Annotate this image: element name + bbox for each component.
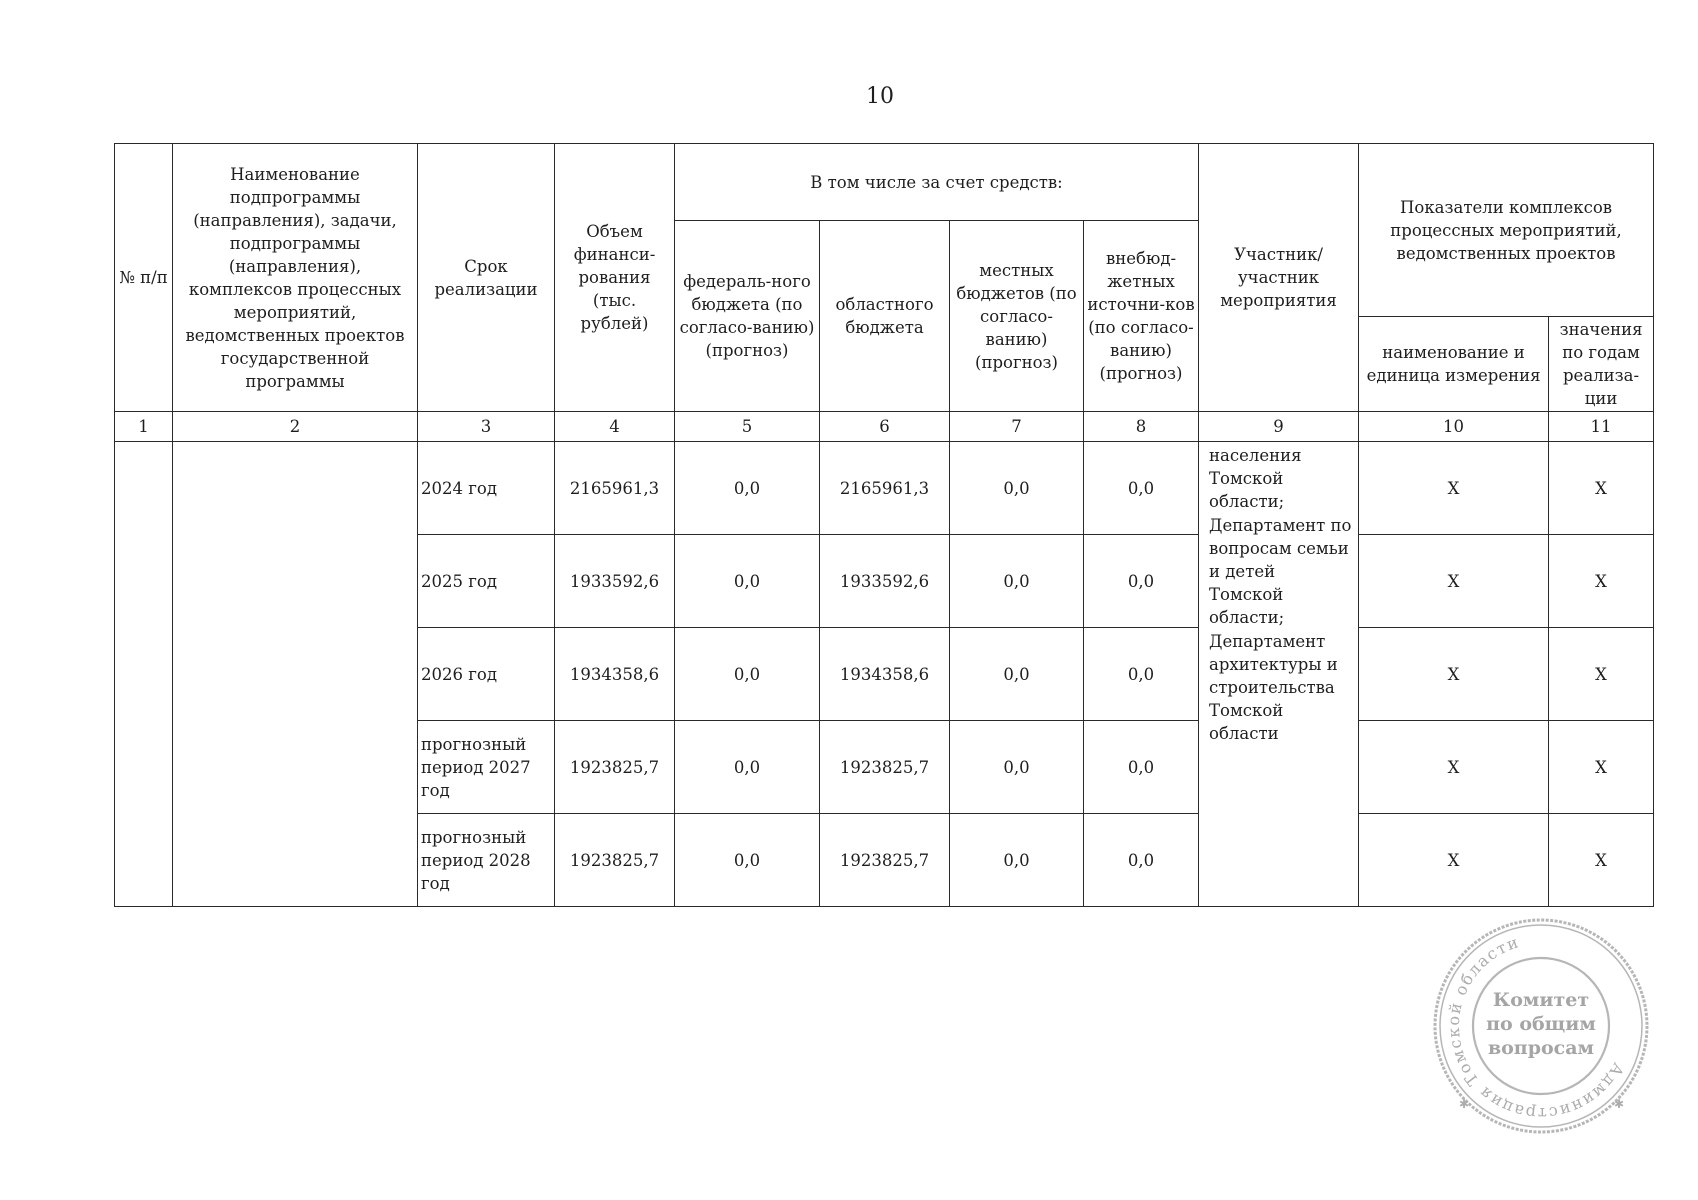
period-cell: 2025 год xyxy=(418,535,555,628)
header-federal: федераль-ного бюджета (по согласо-ванию) (прогноз) xyxy=(675,221,820,412)
participant-cell: населения Томской области; Департамент по вопросам семьи и детей Томской области; Департамент архитектуры и строительства Томской области xyxy=(1199,442,1359,907)
federal-cell: 0,0 xyxy=(675,628,820,721)
table-row xyxy=(115,442,1654,535)
indicator-values-cell: Х xyxy=(1549,535,1654,628)
extrabudget-cell: 0,0 xyxy=(1084,721,1199,814)
stamp-line-2: по общим xyxy=(1486,1013,1596,1035)
local-cell: 0,0 xyxy=(950,814,1084,907)
extrabudget-cell: 0,0 xyxy=(1084,628,1199,721)
federal-cell: 0,0 xyxy=(675,442,820,535)
stamp-line-1: Комитет xyxy=(1492,989,1590,1011)
regional-cell: 1933592,6 xyxy=(820,535,950,628)
stamp-ring-text: Администрация Томской области xyxy=(1443,932,1629,1124)
stamp-star-icon: ✱ xyxy=(1614,1097,1625,1111)
extrabudget-cell: 0,0 xyxy=(1084,535,1199,628)
regional-cell: 1923825,7 xyxy=(820,814,950,907)
stamp-line-3: вопросам xyxy=(1487,1037,1595,1059)
total-cell: 1923825,7 xyxy=(555,814,675,907)
column-number: 10 xyxy=(1359,412,1549,442)
regional-cell: 2165961,3 xyxy=(820,442,950,535)
local-cell: 0,0 xyxy=(950,628,1084,721)
local-cell: 0,0 xyxy=(950,721,1084,814)
stamp-graphic xyxy=(1430,915,1652,1137)
column-number: 3 xyxy=(418,412,555,442)
period-cell: прогнозный период 2027 год xyxy=(418,721,555,814)
header-regional: областного бюджета xyxy=(820,221,950,412)
header-name: Наименование подпрограммы (направления), задачи, подпрограммы (направления), комплексов процессных мероприятий, ведомственных проектов государственной программы xyxy=(173,144,418,412)
page-number: 10 xyxy=(866,84,894,109)
regional-cell: 1934358,6 xyxy=(820,628,950,721)
indicator-name-cell: Х xyxy=(1359,721,1549,814)
indicator-name-cell: Х xyxy=(1359,814,1549,907)
period-cell: 2024 год xyxy=(418,442,555,535)
indicator-name-cell: Х xyxy=(1359,535,1549,628)
column-number: 9 xyxy=(1199,412,1359,442)
local-cell: 0,0 xyxy=(950,535,1084,628)
stamp-star-icon: ✱ xyxy=(1459,1097,1470,1111)
program-table xyxy=(114,143,1654,907)
period-cell: прогнозный период 2028 год xyxy=(418,814,555,907)
total-cell: 2165961,3 xyxy=(555,442,675,535)
local-cell: 0,0 xyxy=(950,442,1084,535)
column-number: 1 xyxy=(115,412,173,442)
header-total-funding: Объем финанси-рования (тыс. рублей) xyxy=(555,144,675,412)
header-period: Срок реализации xyxy=(418,144,555,412)
extrabudget-cell: 0,0 xyxy=(1084,814,1199,907)
period-cell: 2026 год xyxy=(418,628,555,721)
total-cell: 1923825,7 xyxy=(555,721,675,814)
total-cell: 1933592,6 xyxy=(555,535,675,628)
official-stamp xyxy=(1430,915,1652,1137)
federal-cell: 0,0 xyxy=(675,535,820,628)
header-indicator-name: наименование и единица измерения xyxy=(1359,317,1549,412)
column-number: 7 xyxy=(950,412,1084,442)
row-name-cell xyxy=(173,442,418,907)
row-number-cell xyxy=(115,442,173,907)
regional-cell: 1923825,7 xyxy=(820,721,950,814)
extrabudget-cell: 0,0 xyxy=(1084,442,1199,535)
header-local: местных бюджетов (по согласо-ванию) (прогноз) xyxy=(950,221,1084,412)
indicator-values-cell: Х xyxy=(1549,442,1654,535)
header-number: № п/п xyxy=(115,144,173,412)
indicator-name-cell: Х xyxy=(1359,628,1549,721)
column-number: 11 xyxy=(1549,412,1654,442)
indicator-values-cell: Х xyxy=(1549,721,1654,814)
column-number: 4 xyxy=(555,412,675,442)
header-participant: Участник/ участник мероприятия xyxy=(1199,144,1359,412)
column-number: 8 xyxy=(1084,412,1199,442)
indicator-values-cell: Х xyxy=(1549,628,1654,721)
header-funding-group: В том числе за счет средств: xyxy=(675,144,1199,221)
header-indicators-group: Показатели комплексов процессных мероприятий, ведомственных проектов xyxy=(1359,144,1654,317)
column-number: 2 xyxy=(173,412,418,442)
indicator-values-cell: Х xyxy=(1549,814,1654,907)
column-number: 5 xyxy=(675,412,820,442)
header-extrabudget: внебюд-жетных источни-ков (по согласо-ванию) (прогноз) xyxy=(1084,221,1199,412)
column-number: 6 xyxy=(820,412,950,442)
header-indicator-values: значения по годам реализа-ции xyxy=(1549,317,1654,412)
federal-cell: 0,0 xyxy=(675,814,820,907)
total-cell: 1934358,6 xyxy=(555,628,675,721)
indicator-name-cell: Х xyxy=(1359,442,1549,535)
federal-cell: 0,0 xyxy=(675,721,820,814)
